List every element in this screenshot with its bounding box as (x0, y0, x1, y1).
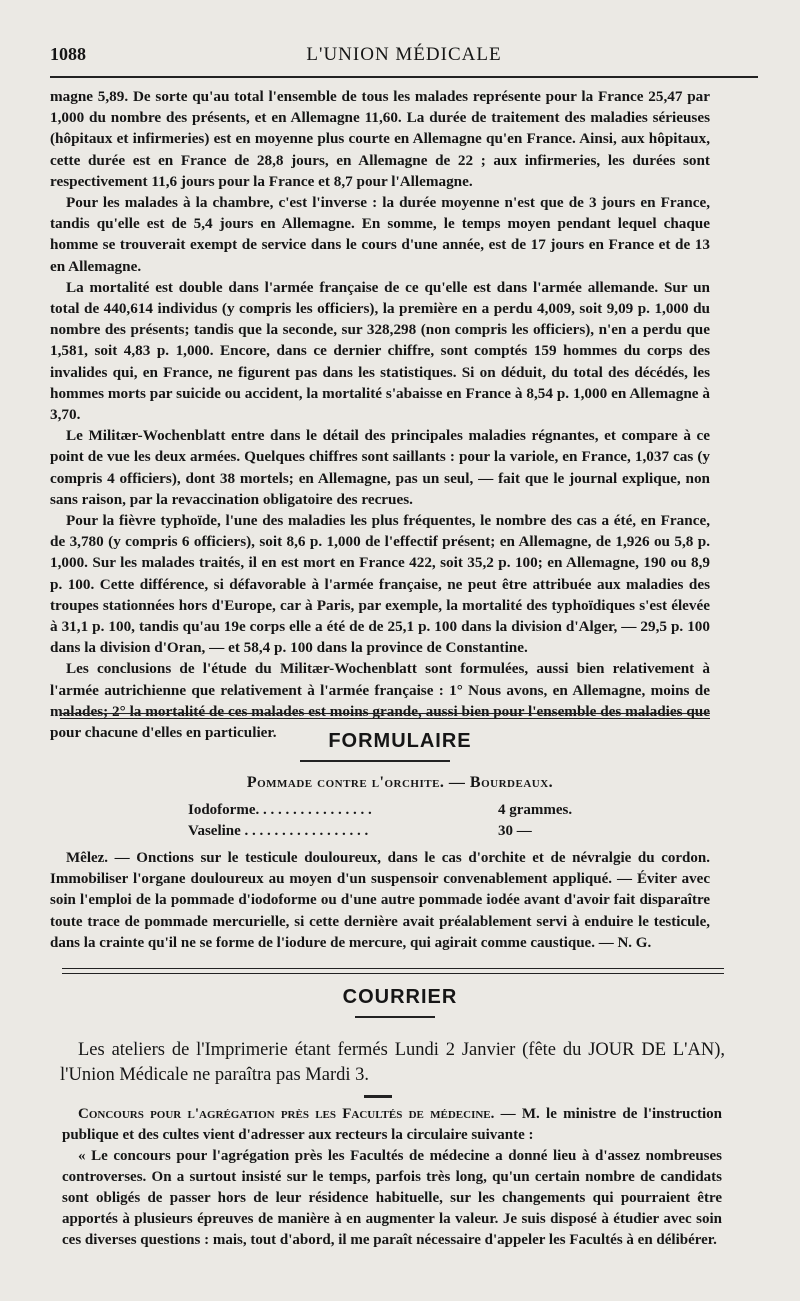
ingredient-quantity: 30 — (498, 823, 532, 839)
ingredient-name: Iodoforme. . . . . . . . . . . . . . . . (188, 802, 372, 818)
header-rule (50, 76, 758, 78)
courrier-title: COURRIER (342, 986, 458, 1008)
journal-name: L'UNION MÉDICALE (306, 44, 502, 65)
concours-section (62, 1104, 722, 1251)
ingredient-name: Vaseline . . . . . . . . . . . . . . . . . (188, 823, 369, 839)
separator-bar (364, 1095, 392, 1098)
section-divider (62, 968, 724, 974)
article-paragraph-6: Les conclusions de l'étude du Militær-Wochenblatt sont formulées, aussi bien relativement à l'armée autrichienne que relativement à l'armée française : 1° Nous avons, en Allemagne, moins de malades; 2° la mortalité de ces malades est moins grande, aussi bien pour l'ensemble des maladies que pour chacune d'elles en particulier. (50, 660, 710, 742)
formulaire-method (50, 848, 710, 954)
section-divider (60, 713, 710, 719)
article-paragraph-1: magne 5,89. De sorte qu'au total l'ensemble de tous les malades représente pour la France 25,47 par 1,000 du nombre des présents, et en Allemagne 11,60. La durée de traitement des maladies sérieuses (hôpitaux et infirmeries) est en moyenne plus courte en Allemagne qu'en France. Ainsi, aux hôpitaux, cette durée est en France de 28,8 jours, en Allemagne de 22 ; aux infirmeries, les durées sont respectivement 11,6 jours pour la France et 8,7 pour l'Allemagne. (50, 88, 710, 190)
article-paragraph-5: Pour la fièvre typhoïde, l'une des maladies les plus fréquentes, le nombre des cas a été, en France, de 3,780 (y compris 6 officiers), soit 8,6 p. 1,000 de l'effectif présent; en Allemagne, de 1,926 ou 5,8 p. 1,000. Sur les malades traités, il en est mort en France 422, soit 35,2 p. 100; en Allemagne, 190 ou 8,9 p. 100. Cette différence, si défavorable à l'armée française, ne peut être attribuée aux maladies des troupes stationnées hors d'Europe, car à Paris, par exemple, la mortalité des typhoïdiques s'est élevée à 31,1 p. 100, tandis qu'au 19e corps elle a été de de 25,1 p. 100 dans la division d'Alger, — 29,5 p. 100 dans la division d'Oran, — et 58,4 p. 100 dans la province de Constantine. (50, 512, 710, 657)
article-paragraph-3: La mortalité est double dans l'armée française de ce qu'elle est dans l'armée allemande. Sur un total de 440,614 individus (y compris les officiers), la première en a perdu 4,009, soit 9,09 p. 1,000 du nombre des présents; tandis que la seconde, sur 328,298 (non compris les officiers), n'en a perdu que 1,581, soit 4,83 p. 1,000. Encore, dans ce dernier chiffre, sont comptés 159 hommes du corps des invalides qui, en France, ne figurent pas dans les statistiques. Si on déduit, du total des décédés, les hommes morts par suicide ou accident, la mortalité s'abaisse en France à 8,54 p. 1,000 en Allemagne à 3,70. (50, 278, 710, 424)
notice-text: Les ateliers de l'Imprimerie étant fermés Lundi 2 Janvier (fête du JOUR DE L'AN), l'Union Médicale ne paraîtra pas Mardi 3. (60, 1040, 725, 1085)
closure-notice (60, 1038, 725, 1088)
concours-heading: Concours pour l'agrégation près les Facultés de médecine. (78, 1106, 495, 1122)
article-body (50, 86, 710, 743)
running-head (50, 40, 758, 70)
page-number: 1088 (50, 44, 86, 64)
ingredient-quantity: 4 grammes. (498, 802, 573, 818)
article-paragraph-4: Le Militær-Wochenblatt entre dans le détail des principales maladies régnantes, et compare à ce point de vue les deux armées. Quelques chiffres sont saillants : pour la variole, en France, 1,037 cas (y compris 4 officiers), dont 38 mortels; en Allemagne, pas un seul, — fait que le journal explique, non sans raison, par la revaccination obligatoire des recrues. (50, 427, 710, 508)
recipe-title: Pommade contre l'orchite. — Bourdeaux. (246, 774, 554, 791)
concours-text: — M. le ministre de l'instruction publique et des cultes vient d'adresser aux recteurs la circulaire suivante : (62, 1106, 722, 1143)
title-underline (300, 760, 450, 762)
title-underline (355, 1016, 435, 1018)
method-text: Mêlez. — Onctions sur le testicule douloureux, dans le cas d'orchite et de névralgie du cordon. Immobiliser l'organe douloureux au moyen d'un suspensoir convenablement appliqué. — Éviter avec soin l'emploi de la pommade d'iodoforme ou d'une autre pommade iodée avant d'avoir fait disparaître toute trace de pommade mercurielle, si cette dernière avait préalablement servi à enduire le testicule, dans la crainte qu'il ne se forme de l'iodure de mercure, qui agirait comme caustique. — N. G. (50, 850, 710, 951)
article-paragraph-2: Pour les malades à la chambre, c'est l'inverse : la durée moyenne n'est que de 3 jours en France, tandis qu'elle est de 5,4 jours en Allemagne. En somme, le temps moyen pendant lequel chaque homme se trouverait exempt de service dans le cours d'une année, est de 17 jours en France et de 13 en Allemagne. (50, 194, 710, 275)
circular-text: « Le concours pour l'agrégation près les Facultés de médecine a donné lieu à d'assez nombreuses controverses. On a surtout insisté sur le temps, parfois très long, qu'un certain nombre de candidats sont obligés de passer hors de leur résidence habituelle, sur les changements qui pourraient être apportés à plusieurs épreuves de manière à en augmenter la valeur. Je suis disposé à étudier avec soin ces diverses questions : mais, tout d'abord, il me paraît nécessaire d'appeler les Facultés à en délibérer. (62, 1148, 722, 1248)
formulaire-title: FORMULAIRE (328, 730, 472, 752)
